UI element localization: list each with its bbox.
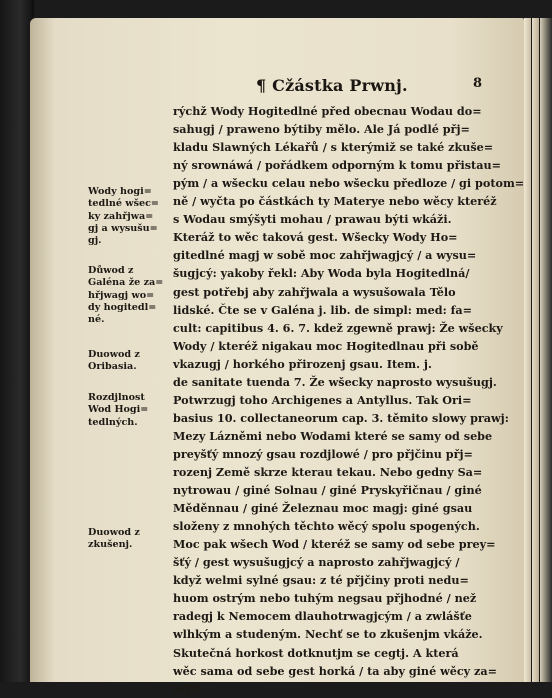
margin-note-line: Rozdjlnost — [88, 392, 145, 403]
text-line: vkazugj / horkého přirozenj gsau. Item. j. — [173, 356, 432, 371]
text-line: sahugj / praweno býtiby mělo. Ale Já podlé přj= — [173, 122, 470, 137]
page-header — [256, 76, 482, 98]
text-line: radegj k Nemocem dlauhotrwagjcým / a zwlášťe — [173, 609, 472, 624]
page-edge — [540, 18, 552, 682]
text-line: Kteráž to wěc taková gest. Wšecky Wody Ho= — [173, 230, 458, 245]
text-line: cult: capitibus 4. 6. 7. kdež zgewně prawj: Že wšecky — [173, 320, 503, 335]
margin-note-line: Duowod z — [88, 527, 140, 538]
text-line: ně / wyčta po částkách ty Materye nebo wěcy kteréž — [173, 194, 497, 209]
margin-note-line: Wod Hogi= — [88, 404, 149, 416]
text-line: pým / a wšecku celau nebo wšecku předloze / gi potom= — [173, 176, 525, 191]
margin-note — [88, 349, 168, 374]
text-line: huom ostrým nebo tuhým negsau přjhodné / než — [173, 591, 477, 606]
text-line: de sanitate tuenda 7. Že wšecky naprosto wysušugj. — [173, 374, 497, 389]
text-line: rozenj Země skrze kterau tekau. Nebo gedny Sa= — [173, 465, 483, 479]
page-edge — [524, 18, 531, 682]
margin-note — [88, 527, 168, 552]
margin-note-line: né. — [88, 314, 105, 326]
margin-note-line: hřjwagj wo= — [88, 289, 155, 301]
text-line: lidské. Čte se v Galéna j. lib. de simpl: med: fa= — [173, 302, 473, 317]
book-spine — [0, 0, 34, 682]
text-line: Potwrzugj toho Archigenes a Antyllus. Tak Ori= — [173, 392, 472, 407]
text-line: Wody / kteréž nigakau moc Hogitedlnau při sobě — [173, 338, 479, 353]
text-line: ný srownáwá / pořádkem odporným k tomu přistau= — [173, 158, 501, 173]
page-edge — [532, 18, 539, 682]
text-line: kladu Slawných Lékařů / s kterýmiž se také zkuše= — [173, 140, 494, 155]
text-line: Mezy Lázněmi nebo Wodami které se samy od sebe — [173, 428, 493, 443]
text-line: rýchž Wody Hogitedlné před obecnau Wodau do= — [173, 104, 482, 118]
text-line: preyšťý mnozý gsau rozdjlowé / pro přjčinu přj= — [173, 446, 473, 461]
text-line: gest potřebj aby zahřjwala a wysušowala Tělo — [173, 284, 456, 299]
text-line: Moc pak wšech Wod / kteréž se samy od sebe prey= — [173, 537, 496, 552]
margin-note — [88, 392, 168, 429]
margin-note-line: dy hogitedl= — [88, 301, 157, 313]
margin-note-line: ky zahřjwa= — [88, 210, 154, 222]
margin-note-line: Oribasia. — [88, 361, 137, 373]
text-line: když welmi sylné gsau: z té přjčiny proti nedu= — [173, 573, 469, 588]
text-line: wlhkým a studeným. Nechť se to zkušenjm vkáže. — [173, 627, 483, 642]
text-line: hřjti — [173, 681, 201, 696]
text-line: složeny z mnohých těchto wěcý spolu spogených. — [173, 519, 480, 534]
margin-note-line: tedlných. — [88, 416, 138, 428]
text-line: nytrowau / giné Solnau / giné Pryskyřičnau / giné — [173, 483, 482, 498]
text-line: Skutečná horkost dotknutjm se cegtj. A která — [173, 645, 459, 660]
margin-note — [88, 186, 168, 247]
margin-note-line: zkušenj. — [88, 539, 133, 551]
text-line: šugjcý: yakoby řekl: Aby Woda byla Hogitedlná/ — [173, 266, 470, 281]
margin-note-line: Duowod z — [88, 349, 140, 360]
margin-note-line: Wody hogi= — [88, 186, 152, 197]
text-line: s Wodau smýšyti mohau / prawau býti wkáži. — [173, 212, 452, 227]
margin-note-line: Galéna že za= — [88, 277, 164, 289]
running-title: ¶ Cžástka Prwnj. — [256, 76, 408, 95]
page-number: 8 — [472, 76, 482, 91]
margin-note-line: gj a wysušu= — [88, 222, 158, 234]
text-line: Měděnnau / giné Železnau moc magj: giné gsau — [173, 501, 473, 516]
margin-note-line: gj. — [88, 235, 102, 247]
margin-note-line: tedlné wšec= — [88, 198, 159, 210]
text-line: basius 10. collectaneorum cap. 3. těmito slowy prawj: — [173, 410, 509, 425]
text-line: šťý / gest wysušugjcý a naprosto zahřjwagjcý / — [173, 555, 460, 570]
text-line: gitedlné magj w sobě moc zahřjwagjcý / a wysu= — [173, 248, 477, 263]
margin-note-line: Důwod z — [88, 265, 134, 276]
text-line: wěc sama od sebe gest horká / ta aby giné wěcy za= — [173, 663, 498, 678]
margin-note — [88, 265, 168, 326]
